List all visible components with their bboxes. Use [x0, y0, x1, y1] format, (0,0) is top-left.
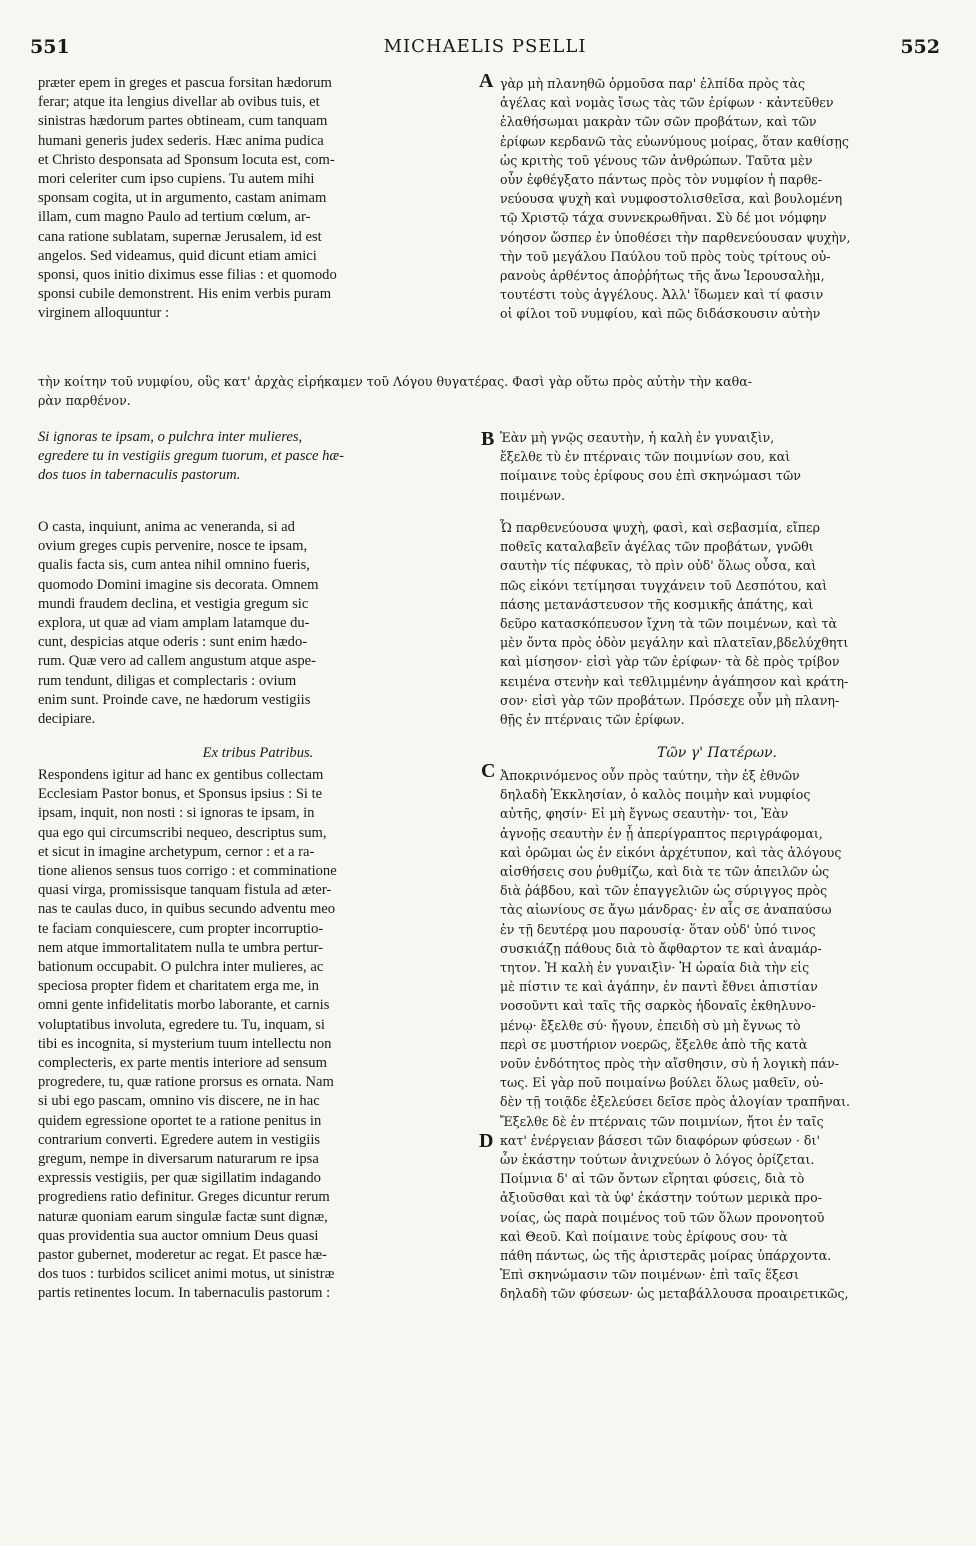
text-line: οἱ φίλοι τοῦ νυμφίου, καὶ πῶς διδάσκουσιν αὐτὴν	[500, 306, 821, 322]
text-line: μὲν ὄντα πρὸς ὁδὸν μεγάλην καὶ πλατεῖαν,βδελύχθητι	[500, 635, 849, 651]
column-marker-c: C	[481, 760, 496, 782]
text-line: quasi virga, promissisque tanquam fistula ad æter-	[38, 882, 332, 899]
text-line: egredere tu in vestigiis gregum tuorum, et pasce hæ-	[38, 448, 345, 465]
text-line: Ἔξελθε δὲ ἐν πτέρναις τῶν ποιμνίων, ἤτοι ἐν ταῖς	[500, 1113, 824, 1129]
text-line: ἐν τῇ δευτέρᾳ μου παρουσίᾳ· ὅταν οὐδ' ὑπό τινος	[500, 921, 816, 937]
text-line: humani generis judex sederis. Hæc anima pudica	[38, 132, 324, 149]
text-line: Ἀποκρινόμενος οὖν πρὸς ταύτην, τὴν ἐξ ἐθνῶν	[500, 768, 800, 783]
text-line: τουτέστι τοὺς ἀγγέλους. Ἀλλ' ἴδωμεν καὶ τί φασιν	[500, 287, 824, 303]
text-line: πάσης μετανάστευσον τῆς κοσμικῆς ἀπάτης, καὶ	[500, 596, 814, 612]
text-line: ipsam, inquit, non nosti : si ignoras te ipsam, in	[38, 805, 315, 822]
text-line: σαυτὴν τίς πέφυκας, τὸ πρὶν οὐδ' ὅλως οὖσα, καὶ	[500, 558, 817, 574]
text-line: mori celeriter cum ipso cupiens. Tu autem mihi	[38, 171, 315, 188]
page-number-left: 551	[30, 36, 70, 58]
text-line: quomodo Domini imagine sis decorata. Omnem	[38, 576, 319, 593]
text-line: νοσοῦντι καὶ ταῖς τῆς σαρκὸς ἡδοναῖς ἐκθηλυνο-	[500, 998, 816, 1014]
text-line: præter epem in greges et pascua forsitan hædorum	[38, 75, 332, 91]
text-line: angelos. Sed videamus, quid dicunt etiam amici	[38, 247, 317, 264]
text-line: ρανοὺς ἀρθέντος ἀποῤῥήτως τῆς ἄνω Ἱερουσαλὴμ,	[500, 268, 825, 284]
text-line: κατ' ἐνέργειαν βάσεσι τῶν διαφόρων φύσεων · δι'	[500, 1132, 820, 1148]
text-line: τὴν κοίτην τοῦ νυμφίου, οὓς κατ' ἀρχὰς εἰρήκαμεν τοῦ Λόγου θυγατέρας. Φασὶ γὰρ οὕτω πρὸς αὐτὴν τὴν καθα-	[38, 374, 753, 389]
text-line: sponsi, quos initio diximus esse filias : et quomodo	[38, 267, 337, 284]
text-line: dos tuos : turbidos scilicet animi motus, ut sinistræ	[38, 1266, 335, 1283]
latin-column-bottom	[38, 766, 478, 1304]
column-marker-d: D	[479, 1130, 494, 1152]
text-line: illam, cum magno Paulo ad tertium cœlum, ar-	[38, 209, 311, 226]
running-title: MICHAELIS PSELLI	[383, 36, 587, 57]
text-line: rum tendunt, diligas et complectaris : ovium	[38, 672, 297, 689]
text-line: bationum occupabit. O pulchra inter mulieres, ac	[38, 959, 324, 976]
text-line: nem atque immortalitatem nulla te umbra pertur-	[38, 939, 323, 956]
text-line: quidem egressione oportet te a ratione penitus in	[38, 1112, 322, 1129]
text-line: ovium greges cupis pervenire, nosce te ipsam,	[38, 538, 308, 555]
text-line: μένῳ· ἔξελθε σύ· ἤγουν, ἐπειδὴ σὺ μὴ ἔγνως τὸ	[500, 1017, 801, 1033]
text-line: θῇς ἐν πτέρναις τῶν ἐρίφων.	[500, 712, 685, 728]
greek-column-bottom	[500, 766, 934, 1304]
greek-column-top	[500, 74, 934, 324]
text-line: complecteris, ex parte mentis interiore ad sensum	[38, 1055, 327, 1072]
text-line: διὰ ῥάβδου, καὶ τῶν ἐπαγγελιῶν ὡς σύριγγος πρὸς	[500, 883, 828, 899]
text-line: et Christo desponsata ad Sponsum locuta est, com-	[38, 151, 335, 168]
page-number-right: 552	[900, 36, 940, 58]
text-line: ἀγέλας καὶ νομὰς ἴσως τὰς τῶν ἐρίφων · κἀντεῦθεν	[500, 95, 834, 111]
text-line: ποίμαινε τοὺς ἐρίφους σου ἐπὶ σκηνώμασι τῶν	[500, 468, 801, 484]
text-line: τὰς αἰωνίους σε ἄγω μάνδρας· ἐν αἷς σε ἀναπαύσω	[500, 902, 832, 918]
text-line: Si ignoras te ipsam, o pulchra inter mulieres,	[38, 429, 303, 445]
greek-section-heading: Τῶν γ' Πατέρων.	[657, 745, 777, 761]
full-width-greek-line	[38, 372, 934, 410]
text-line: decipiare.	[38, 711, 96, 728]
text-line: αὐτῆς, φησίν· Εἰ μὴ ἔγνως σεαυτὴν· τοι, Ἐὰν	[500, 806, 789, 822]
text-line: sinistras hædorum partes obtineam, cum tanquam	[38, 113, 328, 130]
text-line: tione alienos sensus tuos corrigo : et comminatione	[38, 863, 337, 880]
text-line: δηλαδὴ Ἐκκλησίαν, ὁ καλὸς ποιμὴν καὶ νυμφίος	[500, 787, 811, 803]
text-line: ὧν ἑκάστην τούτων ἀνιχνεύων ὁ λόγος ὁρίζεται.	[500, 1152, 815, 1168]
text-line: τὴν τοῦ μεγάλου Παύλου τοῦ πρὸς τοὺς τρίτους οὐ-	[500, 248, 831, 264]
text-line: οὖν ἐφθέγξατο πάντως πρὸς τὸν νυμφίον ἡ παρθε-	[500, 172, 822, 188]
text-line: δηλαδὴ τῶν φύσεων· ὡς μεταβάλλουσα προαιρετικῶς,	[500, 1286, 849, 1302]
text-line: mundi fraudem declina, et vestigia gregum sic	[38, 595, 309, 612]
text-line: μὲ πίστιν τε καὶ ἀγάπην, ἐν παντὶ ἔθνει ἀπιστίαν	[500, 979, 818, 995]
text-line: καὶ ὁρῶμαι ὡς ἐν εἰκόνι ἀρχέτυπον, καὶ τὰς ἀλόγους	[500, 844, 842, 860]
text-line: si ubi ego pascam, omnino vis discere, ne in hac	[38, 1093, 320, 1110]
text-line: ἐλαθήσωμαι μακρὰν τῶν σῶν προβάτων, καὶ τῶν	[500, 114, 817, 130]
text-line: et sicut in imagine archetypum, cernor : et a ra-	[38, 843, 315, 860]
text-line: quas providentia sua auctor omnium Deus quasi	[38, 1227, 319, 1244]
text-line: ἔξελθε τὺ ἐν πτέρναις τῶν ποιμνίων σου, καὶ	[500, 449, 791, 465]
text-line: omni gente infidelitatis morbo laborante, et carnis	[38, 997, 330, 1014]
text-line: νοίας, ὡς παρὰ ποιμένος τοῦ τῶν ὅλων προνοητοῦ	[500, 1209, 825, 1225]
text-line: naturæ quoniam earum singulæ factæ sunt dignæ,	[38, 1208, 328, 1225]
text-line: Ἐὰν μὴ γνῷς σεαυτὴν, ἡ καλὴ ἐν γυναιξὶν,	[500, 430, 775, 445]
text-line: ποθεῖς καταλαβεῖν ἀγέλας τῶν προβάτων, γνῶθι	[500, 539, 814, 555]
text-line: progredere, tu, quæ ratione prorsus es ornata. Nam	[38, 1074, 334, 1091]
text-line: σον· εἰσὶ γὰρ τῶν προβάτων. Πρόσεχε οὖν μὴ πλανη-	[500, 692, 840, 708]
latin-section-heading: Ex tribus Patribus.	[202, 745, 314, 761]
text-line: νοῦν ἐνδότητος πρὸς τὴν αἴσθησιν, σὺ ἡ λογικὴ πάν-	[500, 1056, 840, 1072]
text-line: γὰρ μὴ πλανηθῶ ὁρμοῦσα παρ' ἐλπίδα πρὸς τὰς	[500, 76, 806, 91]
text-line: O casta, inquiunt, anima ac veneranda, si ad	[38, 519, 295, 535]
text-line: καὶ μίσησον· εἰσὶ γὰρ τῶν ἐρίφων· τὰ δὲ πρὸς τρίβον	[500, 654, 840, 670]
text-line: nas te caulas duco, in quibus secundo adventu meo	[38, 901, 336, 918]
column-marker-a: A	[479, 70, 494, 92]
text-line: sponsi cubile demonstrent. His enim verbis puram	[38, 286, 332, 303]
text-line: tibi es incognita, si mysterium tuum intellectu non	[38, 1035, 332, 1052]
text-line: τως. Εἰ γὰρ ποῦ ποιμαίνω βούλει ὅλως μαθεῖν, οὐ-	[500, 1075, 824, 1091]
text-line: explora, ut quæ ad viam amplam latamque du-	[38, 615, 310, 632]
text-line: Ecclesiam Pastor bonus, et Sponsus ipsius : Si te	[38, 786, 323, 803]
text-line: ρὰν παρθένον.	[38, 393, 131, 409]
latin-column-middle	[38, 518, 478, 729]
text-line: pastor gubernet, moderetur ac regat. Et pasce hæ-	[38, 1247, 327, 1264]
text-line: πῶς εἰκόνι τετίμησαι τυγχάνειν τοῦ Δεσπότου, καὶ	[500, 577, 828, 593]
text-line: πάθη πάντως, ὡς τῆς ἀριστερᾶς μοίρας ὑπάρχοντα.	[500, 1248, 832, 1264]
text-line: Ἐπὶ σκηνώμασιν τῶν ποιμένων· ἐπὶ ταῖς ἕξεσι	[500, 1267, 799, 1283]
text-line: δὲν τῇ τοιᾷδε ἐξελεύσει δεῖσε πρὸς ἀλογίαν τραπῆναι.	[500, 1094, 851, 1110]
text-line: cunt, despicias atque oderis : sunt enim hædo-	[38, 634, 308, 651]
running-header	[30, 36, 940, 62]
column-marker-b: B	[481, 428, 495, 450]
text-line: gregum, nempe in diversarum naturarum re ipsa	[38, 1151, 319, 1168]
text-line: δεῦρο κατασκόπευσον ἴχνη τὰ τῶν ποιμένων, καὶ τὰ	[500, 616, 837, 632]
text-line: expressis vestigiis, per quæ sigillatim indagando	[38, 1170, 321, 1187]
text-line: τητον. Ἡ καλὴ ἐν γυναιξὶν· Ἡ ὡραία διὰ τὴν εἰς	[500, 960, 810, 976]
text-line: rum. Quæ vero ad callem angustum atque aspe-	[38, 653, 317, 670]
text-line: ὡς κριτὴς τοῦ γένους τῶν ἀνθρώπων. Ταῦτα μὲν	[500, 152, 813, 168]
text-line: progrediens ratio definitur. Greges dicuntur rerum	[38, 1189, 330, 1206]
text-line: Ποίμνια δ' αἱ τῶν ὄντων εἴρηται φύσεις, διὰ τὸ	[500, 1171, 805, 1187]
latin-scripture-quote	[38, 428, 478, 486]
text-line: sponsam cogita, ut in argumento, castam animam	[38, 190, 327, 207]
text-line: ἀξιοῦσθαι καὶ τὰ ὑφ' ἑκάστην τούτων μερικὰ προ-	[500, 1190, 822, 1206]
greek-column-middle	[500, 518, 934, 729]
text-line: τῷ Χριστῷ τάχα συννεκρωθῆναι. Σὺ δέ μοι νόμφην	[500, 210, 827, 226]
text-line: αἰσθήσεις σου ῥυθμίζω, καὶ διὰ τε τῶν ἀπειλῶν ὡς	[500, 864, 830, 880]
text-line: νεύουσα ψυχὴ καὶ νυμφοστολισθεῖσα, καὶ βουλομένη	[500, 191, 843, 207]
text-line: cana ratione sublatam, supernæ Jerusalem, id est	[38, 228, 322, 245]
text-line: συσκιάζῃ πάθους διὰ τὸ ἄφθαρτον τε καὶ ἀναμάρ-	[500, 940, 822, 956]
text-line: ferar; atque ita lengius divellar ab ovibus tuis, et	[38, 94, 320, 111]
text-line: νόησον ὥσπερ ἐν ὑποθέσει τὴν παρθενεύουσαν ψυχὴν,	[500, 229, 851, 245]
text-line: ἐρίφων κερδανῶ τὰς εὐωνύμους μοίρας, ὅταν καθίσῃς	[500, 133, 849, 149]
text-line: κειμένα στενὴν καὶ τεθλιμμένην ἀγάπησον καὶ κράτη-	[500, 673, 849, 689]
text-line: Respondens igitur ad hanc ex gentibus collectam	[38, 767, 324, 783]
text-line: contrarium converti. Egredere autem in vestigiis	[38, 1131, 321, 1148]
latin-column-top	[38, 74, 478, 324]
text-line: qua ego qui circumscribi nequeo, descriptus sum,	[38, 824, 327, 841]
text-line: te faciam conquiescere, cum propter incorruptio-	[38, 920, 324, 937]
text-line: Ὦ παρθενεύουσα ψυχὴ, φασὶ, καὶ σεβασμία, εἴπερ	[500, 520, 820, 535]
text-line: περὶ σε μυστήριον νοερῶς, ἔξελθε ἀπὸ τῆς κατὰ	[500, 1036, 808, 1052]
text-line: voluptatibus involuta, egredere tu. Tu, inquam, si	[38, 1016, 325, 1033]
text-line: enim sunt. Proinde cave, ne hædorum vestigiis	[38, 691, 311, 708]
text-line: virginem alloquuntur :	[38, 305, 170, 322]
text-line: ἀγνοῇς σεαυτὴν ἐν ᾗ ἀπερίγραπτος περιγράφομαι,	[500, 825, 823, 841]
text-line: ποιμένων.	[500, 487, 566, 503]
text-line: partis retinentes locum. In tabernaculis pastorum :	[38, 1285, 331, 1302]
text-line: speciosa propter fidem et charitatem erga me, in	[38, 978, 319, 995]
greek-scripture-quote	[500, 428, 934, 505]
text-line: qualis facta sis, cum antea nihil omnino fueris,	[38, 557, 310, 574]
text-line: dos tuos in tabernaculis pastorum.	[38, 467, 241, 484]
text-line: καὶ Θεοῦ. Καὶ ποίμαινε τοὺς ἐρίφους σου· τὰ	[500, 1228, 788, 1244]
